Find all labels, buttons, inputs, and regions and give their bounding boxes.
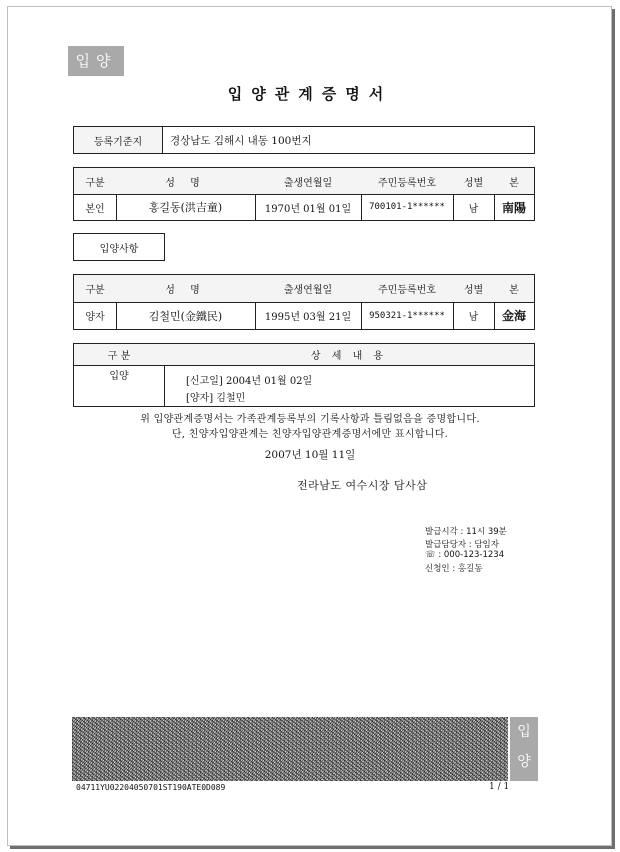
adoption-section-text: 입양사항	[99, 243, 139, 255]
principal-birth: 1970년 01월 01일	[264, 203, 352, 215]
col-clan-header: 본	[494, 275, 534, 302]
certification-line-2: 단, 친양자입양관계는 친양자입양관계증명서에만 표시합니다.	[171, 429, 449, 440]
details-category-header: 구 분	[74, 344, 164, 365]
principal-clan: 南陽	[501, 200, 526, 215]
col-clan-header: 본	[494, 168, 534, 194]
col-category-header: 구분	[74, 168, 116, 194]
registration-value: 경상남도 김해시 내동 100번지	[170, 134, 312, 147]
issuer: 전라남도 여수시장 담사삼	[297, 479, 428, 492]
details-line-report-date: [신고일] 2004년 01월 02일	[186, 376, 313, 387]
col-rrn-header: 주민등록번호	[361, 168, 453, 194]
col-rrn-header: 주민등록번호	[361, 275, 453, 302]
registration-label: 등록기준지	[74, 127, 162, 153]
certification-line-1: 위 입양관계증명서는 가족관계등록부의 기록사항과 틀림없음을 증명합니다.	[140, 414, 480, 425]
issue-date: 2007년 10월 11일	[264, 449, 356, 461]
col-birth-header: 출생연월일	[255, 168, 361, 194]
principal-table	[73, 167, 535, 221]
adoptee-sex: 남	[468, 312, 479, 323]
details-content-header: 상 세 내 용	[164, 344, 534, 365]
adoptee-name: 김철민(金鐵民)	[148, 309, 223, 323]
principal-name: 홍길동(洪吉童)	[148, 201, 223, 214]
principal-category: 본인	[85, 203, 105, 215]
issue-time: 발급시각 : 11시 39분	[425, 527, 507, 537]
principal-rrn: 700101-1******	[369, 202, 445, 212]
page-number: 1 / 1	[489, 782, 510, 792]
adoptee-rrn: 950321-1******	[369, 310, 445, 321]
issue-phone: ☏ : 000-123-1234	[425, 550, 505, 560]
details-line-adoptee: [양자] 김철민	[186, 393, 246, 404]
details-category: 입양	[109, 370, 129, 382]
col-category-header: 구분	[74, 275, 116, 302]
adoption-stamp-top: 입양	[68, 46, 124, 76]
registration-row	[73, 126, 535, 154]
security-barcode	[72, 717, 508, 781]
adoptee-clan: 金海	[501, 309, 526, 323]
adoption-stamp-bottom	[510, 717, 538, 781]
stamp-char-2: 양	[517, 754, 531, 770]
col-name-header: 성 명	[116, 275, 255, 302]
issue-clerk: 발급담당자 : 담임자	[425, 540, 499, 550]
adoptee-birth: 1995년 03월 21일	[264, 312, 352, 323]
col-sex-header: 성별	[453, 275, 494, 302]
principal-sex: 남	[468, 203, 479, 215]
adoption-section-label	[73, 233, 165, 261]
col-sex-header: 성별	[453, 168, 494, 194]
adoptee-table	[73, 274, 535, 330]
adoptee-category: 양자	[85, 312, 105, 323]
issue-applicant: 신청인 : 홍길동	[425, 564, 483, 574]
stamp-char-1: 입	[517, 724, 531, 740]
page-title: 입양관계증명서	[227, 85, 393, 103]
document-code: 04711YU02204050701ST190ATE0D089	[76, 783, 226, 792]
details-table	[73, 343, 535, 407]
col-birth-header: 출생연월일	[255, 275, 361, 302]
col-name-header: 성 명	[116, 168, 255, 194]
